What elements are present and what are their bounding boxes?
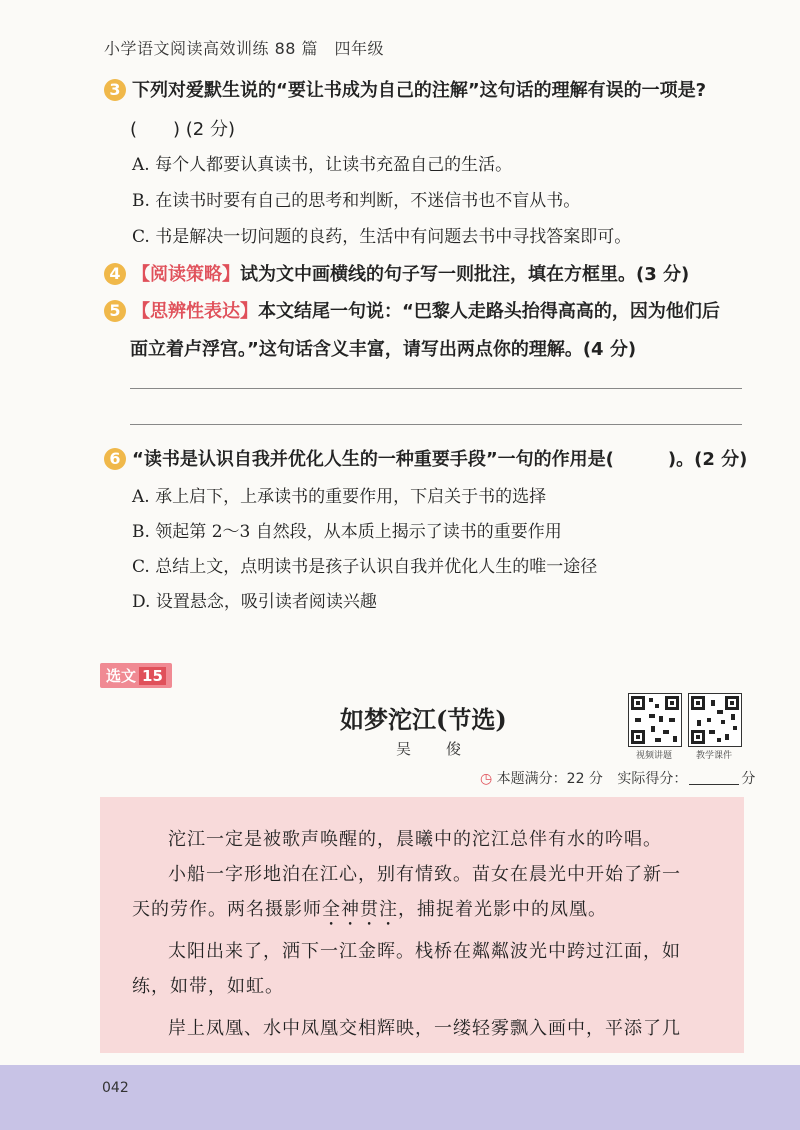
option-d: D. 设置悬念，吸引读者阅读兴趣 [132, 592, 377, 612]
question-number: 4 [104, 263, 126, 285]
option-c: C. 书是解决一切问题的良药，生活中有问题去书中寻找答案即可。 [132, 227, 632, 247]
section-label: 选文 15 [100, 663, 172, 688]
option-b: B. 领起第 2～3 自然段，从本质上揭示了读书的重要作用 [132, 522, 562, 542]
full-score: 本题满分：22 分 [496, 771, 603, 787]
article-author: 吴 俊 [396, 740, 472, 758]
qr-caption: 视频讲题 [636, 751, 673, 761]
question-text: 本文结尾一句说：“巴黎人走路头抬得高高的，因为他们后 [258, 301, 720, 322]
emphasized-phrase: 全神贯注 [322, 899, 398, 920]
qr-code-video[interactable] [628, 693, 682, 747]
score-line [480, 768, 755, 788]
paragraph-3-continued: 练，如带，如虹。 [132, 976, 284, 997]
paragraph-4: 岸上凤凰、水中凤凰交相辉映，一缕轻雾飘入画中，平添了几 [168, 1018, 681, 1039]
qr-caption: 教学课件 [696, 751, 733, 761]
question-number: 6 [104, 448, 126, 470]
option-c: C. 总结上文，点明读书是孩子认识自我并优化人生的唯一途径 [132, 557, 598, 577]
paragraph-1: 沱江一定是被歌声唤醒的，晨曦中的沱江总伴有水的吟唱。 [168, 829, 662, 850]
paragraph-2: 小船一字形地泊在江心，别有情致。苗女在晨光中开始了新一 [168, 864, 681, 885]
article-title: 如梦沱江(节选) [340, 705, 507, 734]
answer-blank: ( ) (2 分) [130, 119, 235, 140]
footer-band [0, 1065, 800, 1130]
clock-icon: ◷ [480, 771, 493, 787]
book-header: 小学语文阅读高效训练 88 篇 四年级 [104, 39, 385, 58]
section-number: 15 [139, 667, 166, 685]
question-6 [104, 445, 747, 471]
page-number: 042 [102, 1080, 129, 1096]
question-text: 下列对爱默生说的“要让书成为自己的注解”这句话的理解有误的一项是? [132, 80, 707, 101]
paragraph-2-continued: 天的劳作。两名摄影师全神贯注，捕捉着光影中的凤凰。 [132, 899, 607, 920]
option-a: A. 承上启下，上承读书的重要作用，下启关于书的选择 [132, 487, 547, 507]
score-unit: 分 [741, 771, 756, 787]
answer-line[interactable] [130, 424, 742, 425]
question-5 [104, 297, 720, 323]
actual-score-label: 实际得分： [617, 771, 688, 787]
question-number: 5 [104, 300, 126, 322]
question-3 [104, 76, 706, 102]
question-tag: 【思辨性表达】 [132, 301, 258, 322]
question-text-continued: 面立着卢浮宫。”这句话含义丰富，请写出两点你的理解。(4 分) [130, 339, 637, 360]
question-number: 3 [104, 79, 126, 101]
option-b: B. 在读书时要有自己的思考和判断，不迷信书也不盲从书。 [132, 191, 581, 211]
question-text: 试为文中画横线的句子写一则批注，填在方框里。(3 分) [240, 264, 690, 285]
question-4 [104, 260, 689, 286]
question-text: “读书是认识自我并优化人生的一种重要手段”一句的作用是( )。(2 分) [132, 449, 748, 470]
qr-code-courseware[interactable] [688, 693, 742, 747]
paragraph-3: 太阳出来了，洒下一江金晖。栈桥在粼粼波光中跨过江面，如 [168, 941, 681, 962]
score-blank[interactable] [689, 772, 739, 785]
option-a: A. 每个人都要认真读书，让读书充盈自己的生活。 [132, 155, 513, 175]
answer-line[interactable] [130, 388, 742, 389]
question-tag: 【阅读策略】 [132, 264, 240, 285]
